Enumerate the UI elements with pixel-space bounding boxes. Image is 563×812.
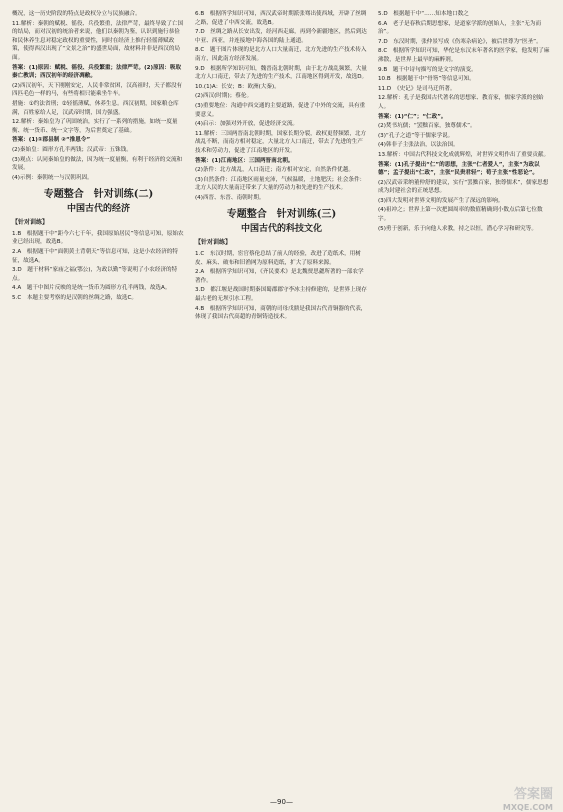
text-line: (2)焚书坑儒；“罢黜百家，独尊儒术”。 bbox=[378, 123, 476, 130]
three-column-layout bbox=[12, 10, 551, 780]
text-line: (3)重要地位：沟通中西交通的主要道路，促进了中外的交流，具有重要意义。 bbox=[195, 102, 366, 118]
watermark-logo: 答案圈 bbox=[513, 787, 553, 802]
watermark-url: MXQE.COM bbox=[502, 803, 553, 812]
text-line: 6.B 根据所学知识可知，西汉武帝时期派张骞出使西域，开辟了丝绸之路，促进了中西交流，故选B。 bbox=[195, 11, 367, 26]
text-line: 3.D 题干材料“家庙之福(鄂公)，为政以勤”等说明了小农经济的特点。 bbox=[12, 267, 178, 282]
text-line: (3)“孔子之道”等于儒家学说。 bbox=[378, 132, 454, 139]
column-2 bbox=[195, 10, 368, 780]
text-line: 7.D 丝绸之路从长安出发，经河西走廊，再到今新疆地区，然后到达中亚、西亚，并连接地中海各国的陆上通道。 bbox=[195, 29, 367, 44]
text-line: 1.C 东汉时期，宦官蔡伦总结了前人的经验，改进了造纸术，用树皮、麻头、破布和旧渔网为原料造纸，扩大了原料来源。 bbox=[195, 251, 361, 266]
text-line: 12.解析：秦始皇为了巩固统治，实行了一系列的措施，如统一度量衡、统一货币、统一文字等，为后世奠定了基础。 bbox=[12, 119, 178, 134]
text-line: 11.D 《史记》是司马迁所著。 bbox=[378, 85, 456, 92]
text-line: (4)西晋、东晋、南朝时期。 bbox=[195, 194, 265, 201]
text-line: (4)示例：秦朝统一与汉朝巩固。 bbox=[12, 174, 93, 181]
section-subtitle: 中国古代的科技文化 bbox=[240, 224, 322, 235]
answer-line: 答案：(1)原因：赋税、徭役、兵役繁重；法律严苛。(2)原因：吸取秦亡教训；西汉初年的经济凋敝。 bbox=[12, 64, 182, 80]
text-line: 9.D 根据所学知识可知，魏晋南北朝时期，由于北方战乱频繁，大量北方人口南迁，带去了先进的生产技术，江南地区得到开发，故选D。 bbox=[195, 65, 368, 81]
text-line: (2)西汉(时期)；蔡伦。 bbox=[195, 93, 253, 100]
text-line: (3)四大发明对世界文明的发展产生了深远的影响。 bbox=[378, 197, 504, 204]
section-label: 【针对训练】 bbox=[12, 219, 49, 227]
text-line: (4)祖冲之；世界上第一次把圆周率的数值精确到小数点后第七位数字。 bbox=[378, 207, 543, 223]
text-line: 10.B 根据题干中“骨笏”等信息可知。 bbox=[378, 76, 475, 83]
text-line: 9.B 题干中诗句描写的是文字的演变。 bbox=[378, 66, 477, 73]
text-line: (2)秦始皇：圆形方孔半两钱；汉武帝：五铢钱。 bbox=[12, 146, 132, 153]
text-line: 8.C 根据所学知识可知，华佗是东汉末年著名的医学家，他发明了麻沸散，是世界上最早的麻醉剂。 bbox=[378, 48, 550, 63]
text-line: (2)西汉初年，天下刚刚安定，人民非常贫困，汉高祖时，天子都没有四匹毛色一样的马，有些将相只能乘坐牛车。 bbox=[12, 82, 183, 98]
text-line: (3)观点：认同秦始皇的做法，因为统一度量衡，有利于经济的交流和发展。 bbox=[12, 156, 183, 172]
text-line: 概况，这一历史阶段的特点是政权分立与民族融合。 bbox=[12, 11, 141, 17]
text-line: 4.A 题干中图片反映的是统一货币为圆形方孔半两钱，故选A。 bbox=[12, 285, 171, 292]
text-line: 5.D 根据题干中“……知本地口数之 bbox=[378, 11, 469, 17]
text-line: 12.解析：孔子是我国古代著名的思想家、教育家，儒家学派的创始人。 bbox=[378, 95, 544, 110]
answer-line: 答案：(1)江南地区：三国两晋南北朝。 bbox=[195, 157, 294, 164]
text-line: 7.D 东汉时期，张仲景写成《伤寒杂病论》，被后世尊为“医圣”。 bbox=[378, 38, 542, 45]
text-line: (5)勇于创新，乐于向他人求教，持之以恒，潜心学习和研究等。 bbox=[378, 225, 537, 232]
text-line: (3)自然条件：江南地区雨量充沛，气候温暖，土地肥沃；社会条件：北方人民的大量南迁带来了大量的劳动力和先进的生产技术。 bbox=[195, 176, 366, 192]
section-subtitle: 中国古代的经济 bbox=[66, 204, 130, 215]
text-line: 措施：①约法省刑；②轻徭薄赋，休养生息。西汉初期，国家粮仓库满，百姓家给人足，汉武帝时期，国力强盛。 bbox=[12, 100, 179, 116]
text-line: (4)韩非子主张法治，以法治国。 bbox=[378, 142, 459, 149]
text-line: 2.A 根据题干中“面朝黄土背朝天”等信息可知，这是小农经济的特征，故选A。 bbox=[12, 249, 178, 264]
text-line: 10.(1)A：长安；B：欧洲(大秦)。 bbox=[195, 83, 280, 90]
column-3 bbox=[378, 10, 551, 780]
text-line: (4)启示：加强对外开放，促进经济交流。 bbox=[195, 121, 299, 128]
text-line: 11.解析：三国两晋南北朝时期，国家长期分裂，政权更替频繁，北方战乱不断，而南方相对稳定，大量北方人口南迁，带去了先进的生产技术和劳动力，促进了江南地区的开发。 bbox=[195, 130, 367, 154]
text-line: 3.D 都江堰是战国时期秦国蜀郡郡守李冰主持修建的，是世界上现存最古老的无坝引水工程。 bbox=[195, 287, 367, 303]
answer-line: 答案：(1)孔子提出“仁”的思想，主张“仁者爱人”，主张“为政以德”；孟子提出“仁政”，主张“民贵君轻”；荀子主张“性恶论”。 bbox=[378, 161, 540, 177]
answer-line: 答案：(1)①郡县制 ②“推恩令” bbox=[12, 137, 91, 144]
section-title: 专题整合 针对训练(三) bbox=[226, 209, 337, 221]
text-line: 11.解析：秦朝的赋税、徭役、兵役繁重，法律严苛，最终导致了亡国的结局，而对汉初的统治者来说，他们以秦朝为鉴，认识到施行恭俭和民休养生息对稳定政权的重要性，同时在经济上推行轻徭薄赋政策，使得西汉出现了“文景之治”的盛世局面，故材料并非是西汉的局面。 bbox=[12, 20, 184, 61]
column-1 bbox=[12, 10, 185, 780]
page-number: —90— bbox=[270, 798, 293, 806]
text-line: 6.A 老子是春秋后期思想家，是道家学派的创始人，主张“无为而治”。 bbox=[378, 20, 542, 36]
text-line: 5.C 本题主要考察的是汉朝的丝绸之路，故选C。 bbox=[12, 295, 138, 302]
section-label: 【针对训练】 bbox=[195, 239, 232, 247]
text-line: 13.解析：中国古代科技文化成就辉煌，对世界文明作出了重要贡献。 bbox=[378, 151, 550, 158]
text-line: (2)条件：北方战乱，人口南迁；南方相对安定，自然条件优越。 bbox=[195, 167, 354, 174]
text-line: 8.C 题干图片体现的是北方人口大量南迁，北方先进的生产技术传入南方，因此南方经济发展。 bbox=[195, 47, 367, 62]
text-line: 1.B 根据题干中“距今六七千年，我国原始居民”等信息可知，原始农业已经出现，故选B。 bbox=[12, 230, 184, 246]
text-line: 2.A 根据所学知识可知，《齐民要术》是北魏贾思勰所著的一部农学著作。 bbox=[195, 269, 364, 284]
answer-line: 答案：(1)“仁”；“仁政”。 bbox=[378, 113, 447, 120]
text-line: (2)汉武帝采纳董仲舒的建议，实行“罢黜百家，独尊儒术”，儒家思想成为封建社会的正统思想。 bbox=[378, 179, 549, 195]
section-title: 专题整合 针对训练(二) bbox=[43, 189, 154, 201]
text-line: 4.B 根据所学知识可知，商朝的司母戊鼎是我国古代青铜器的代表，体现了我国古代高超的青铜铸造技术。 bbox=[195, 305, 367, 321]
